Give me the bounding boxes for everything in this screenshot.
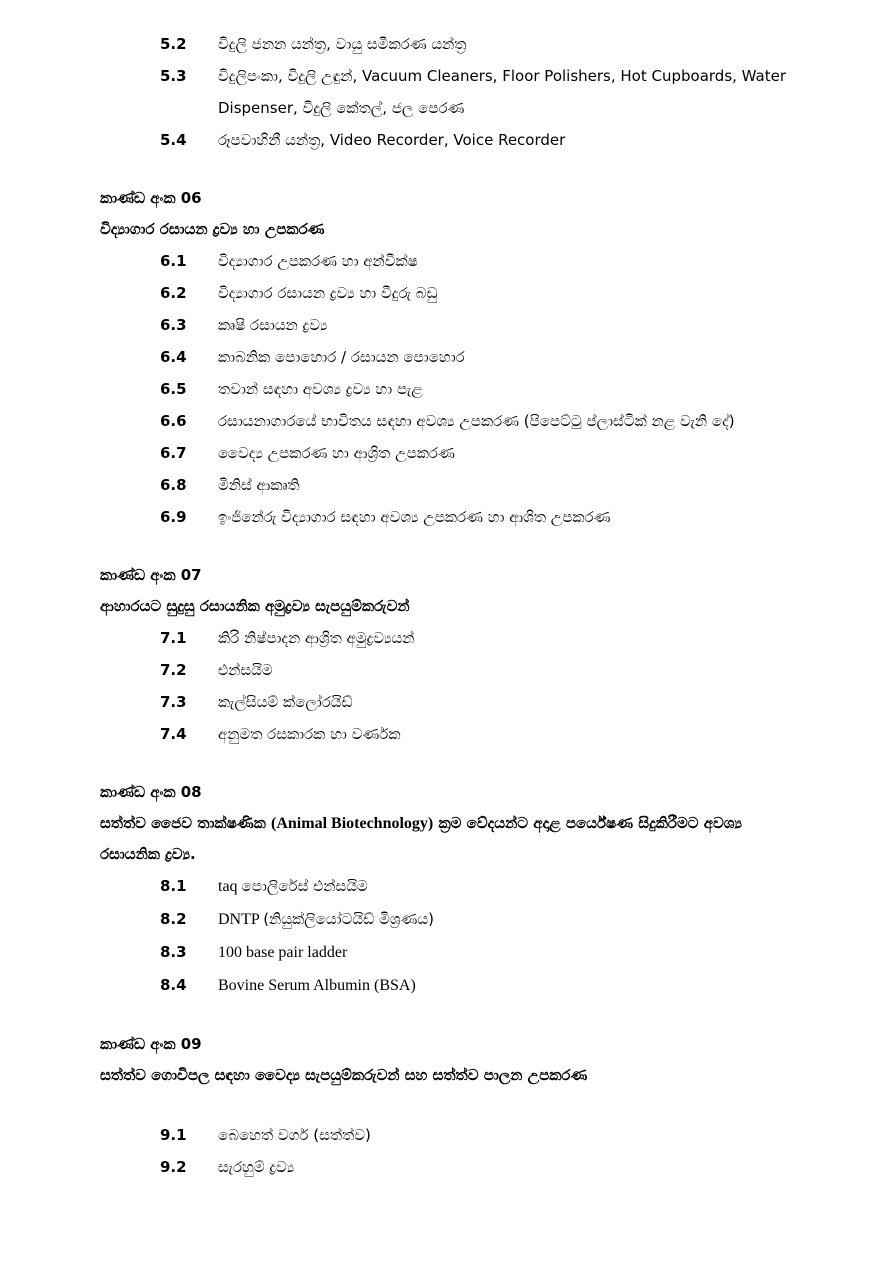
item-text — [218, 903, 802, 936]
list-item — [100, 245, 802, 277]
item-text: මිනිස් ආකෘති — [218, 476, 300, 494]
section-08 — [100, 776, 802, 1002]
section-06-items — [100, 245, 802, 533]
item-text: කිරි නිෂ්පාදන ආශ්‍රිත අමුද්‍රව්‍යයන් — [218, 629, 415, 647]
item-text-sinhala: (නියුක්ලියෝටයිඩ් මිශ්‍රණය) — [263, 910, 435, 928]
list-item — [100, 501, 802, 533]
item-number: 6.7 — [160, 444, 187, 462]
section-subheading: සත්ත්ව ගොවිපල සඳහා වෛද්‍ය සැපයුම්කරුවන් සහ සත්ත්ව පාලන උපකරණ — [100, 1066, 588, 1084]
section-09 — [100, 1028, 802, 1183]
list-item — [100, 277, 802, 309]
list-item — [100, 437, 802, 469]
item-text: විද්‍යාගාර උපකරණ හා අන්වීක්ෂ — [218, 252, 418, 270]
item-text — [218, 969, 802, 1002]
item-text: තවාන් සඳහා අවශ්‍ය ද්‍රව්‍ය හා පැළ — [218, 380, 423, 398]
section-heading: කාණ්ඩ අංක 07 — [100, 566, 202, 584]
section-06 — [100, 182, 802, 533]
item-number: 5.4 — [160, 131, 187, 149]
item-text-english: 100 base pair ladder — [218, 944, 348, 961]
item-number: 5.3 — [160, 67, 187, 85]
item-text: කාබනික පොහොර / රසායන පොහොර — [218, 348, 465, 366]
section-heading: කාණ්ඩ අංක 08 — [100, 783, 202, 801]
section-07-items — [100, 622, 802, 750]
item-number: 6.1 — [160, 252, 187, 270]
item-text: විදුලිපංකා, විදුලි උඳුන්, Vacuum Cleaners, Floor Polishers, Hot Cupboards, Water Dispenser, විදුලි කේතල්, ජල පෙරණ — [218, 67, 787, 117]
item-text-english: DNTP — [218, 911, 264, 928]
item-number: 7.3 — [160, 693, 187, 711]
list-item — [100, 60, 802, 124]
list-item — [100, 654, 802, 686]
subheading-english: (Animal Biotechnology) — [271, 815, 434, 832]
item-text: රූපවාහිනී යන්ත්‍ර, Video Recorder, Voice Recorder — [218, 131, 566, 149]
list-item — [100, 622, 802, 654]
item-number: 7.4 — [160, 725, 187, 743]
list-item — [100, 1119, 802, 1151]
item-number: 9.1 — [160, 1126, 187, 1144]
section-05-items — [100, 28, 802, 156]
item-number: 6.4 — [160, 348, 187, 366]
section-subheading — [100, 808, 802, 870]
section-heading: කාණ්ඩ අංක 09 — [100, 1035, 202, 1053]
item-text — [218, 936, 802, 969]
item-text — [218, 870, 802, 903]
item-number: 6.6 — [160, 412, 187, 430]
item-text: එන්සයිම — [218, 661, 273, 679]
section-09-items — [100, 1119, 802, 1183]
item-number: 6.3 — [160, 316, 187, 334]
item-text: රසායනාගාරයේ භාවිතය සඳහා අවශ්‍ය උපකරණ (පිපෙට්ටු ප්ලාස්ටික් නළ වැනි දේ) — [218, 412, 735, 430]
item-number: 7.2 — [160, 661, 187, 679]
item-number: 8.3 — [160, 943, 187, 961]
item-number: 8.1 — [160, 877, 187, 895]
list-item — [100, 28, 802, 60]
list-item — [100, 373, 802, 405]
item-text: ඉංජිනේරු විද්‍යාගාර සඳහා අවශ්‍ය උපකරණ හා ආශිත උපකරණ — [218, 508, 611, 526]
subheading-sinhala-part1: සත්ත්ව ජෛව තාක්ෂණික — [100, 814, 272, 832]
item-text: වෛද්‍ය උපකරණ හා ආශ්‍රිත උපකරණ — [218, 444, 455, 462]
section-08-items — [100, 870, 802, 1002]
list-item — [100, 718, 802, 750]
list-item — [100, 969, 802, 1002]
list-item — [100, 1151, 802, 1183]
item-text-sinhala: පොලිරේස් එන්සයිම — [241, 877, 368, 895]
item-text: අනුමත රසකාරක හා වර්ණක — [218, 725, 401, 743]
section-subheading: ආහාරයට සුදුසු රසායනික අමුද්‍රව්‍ය සැපයුම්කරුවන් — [100, 597, 410, 615]
item-text: විදුලි ජනන යන්ත්‍ර, වායු සමීකරණ යන්ත්‍ර — [218, 35, 467, 53]
section-05 — [100, 28, 802, 156]
item-text: කෘෂි රසායන ද්‍රව්‍ය — [218, 316, 328, 334]
item-number: 6.5 — [160, 380, 187, 398]
item-number: 9.2 — [160, 1158, 187, 1176]
item-number: 6.8 — [160, 476, 187, 494]
item-text: බෙහෙත් වර්ග (සත්ත්ව) — [218, 1126, 371, 1144]
item-text-english: Bovine Serum Albumin (BSA) — [218, 977, 416, 994]
list-item — [100, 341, 802, 373]
item-number: 8.2 — [160, 910, 187, 928]
item-text-english: taq — [218, 878, 242, 895]
list-item — [100, 870, 802, 903]
item-number: 7.1 — [160, 629, 187, 647]
item-number: 8.4 — [160, 976, 187, 994]
list-item — [100, 936, 802, 969]
item-number: 6.2 — [160, 284, 187, 302]
list-item — [100, 686, 802, 718]
section-07 — [100, 559, 802, 750]
section-subheading: විද්‍යාගාර රසායන ද්‍රව්‍ය හා උපකරණ — [100, 220, 325, 238]
section-heading: කාණ්ඩ අංක 06 — [100, 189, 202, 207]
item-number: 5.2 — [160, 35, 187, 53]
list-item — [100, 124, 802, 156]
item-number: 6.9 — [160, 508, 187, 526]
item-text: කැල්සියම් ක්ලෝරයිඩ් — [218, 693, 353, 711]
list-item — [100, 469, 802, 501]
list-item — [100, 903, 802, 936]
subheading-sinhala-part2: ක්‍රම වේදයන්ට අදාළ පර්යේෂණ සිදුකිරීමට අවශ්‍ය රසායනික ද්‍රව්‍ය. — [100, 814, 742, 863]
list-item — [100, 309, 802, 341]
item-text: විද්‍යාගාර රසායන ද්‍රව්‍ය හා වීදුරු බඩු — [218, 284, 438, 302]
list-item — [100, 405, 802, 437]
item-text: සැරහුම් ද්‍රව්‍ය — [218, 1158, 295, 1176]
